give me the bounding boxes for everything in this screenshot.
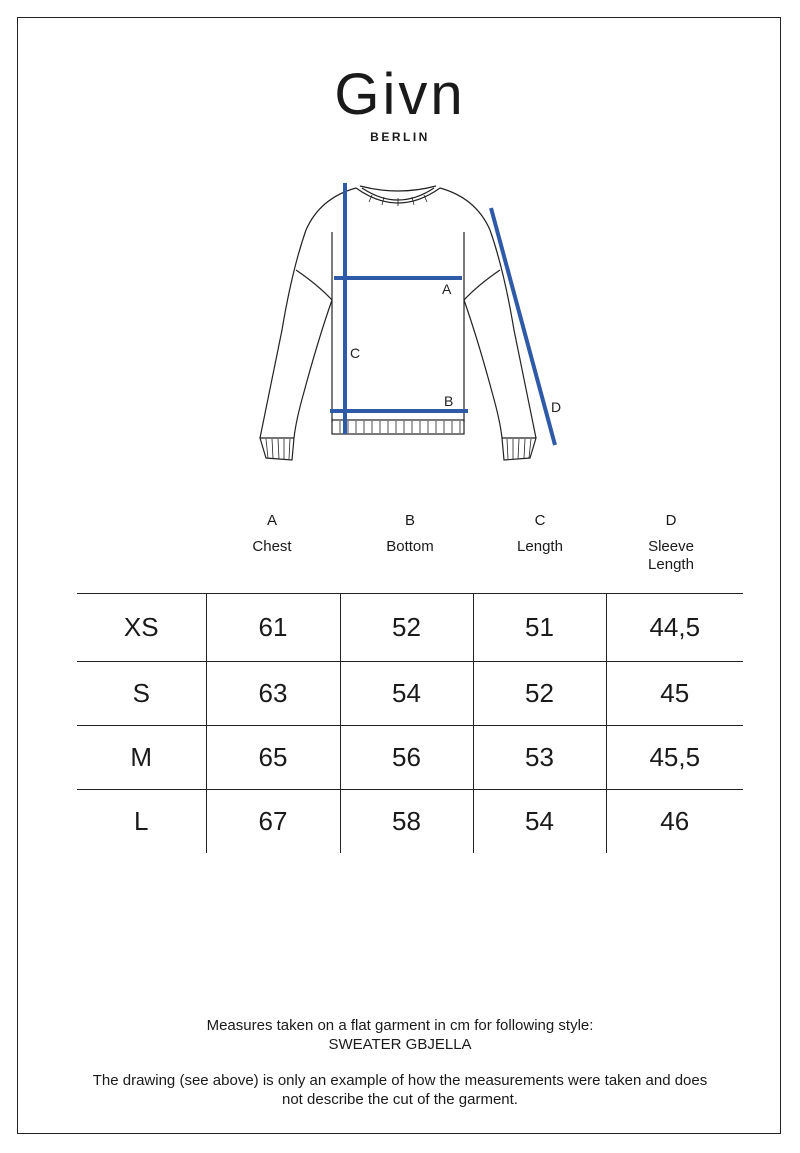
table-cell: 51 — [473, 594, 606, 662]
table-cell: 54 — [473, 790, 606, 854]
table-row — [77, 662, 743, 726]
measure-lines — [330, 183, 555, 445]
measure-note — [30, 1016, 770, 1054]
disclaimer-line: not describe the cut of the garment. — [282, 1091, 518, 1108]
style-name: SWEATER GBJELLA — [328, 1036, 472, 1053]
disclaimer-line: The drawing (see above) is only an example of how the measurements were taken and does — [92, 1072, 708, 1089]
table-cell: 58 — [340, 790, 473, 854]
table-cell: 46 — [606, 790, 743, 854]
sweater-diagram — [0, 0, 800, 480]
size-table — [77, 593, 743, 853]
size-label: M — [130, 742, 153, 772]
table-row — [77, 790, 743, 854]
table-cell: 54 — [340, 662, 473, 726]
column-name-bottom: Bottom — [386, 538, 434, 555]
table-cell: 53 — [473, 726, 606, 790]
table-row — [77, 726, 743, 790]
column-name-chest: Chest — [252, 538, 292, 555]
label-d: D — [551, 399, 562, 415]
label-a: A — [442, 281, 452, 297]
table-row — [77, 594, 743, 662]
size-label: S — [132, 678, 150, 708]
table-cell: 63 — [206, 662, 340, 726]
column-letter-a: A — [266, 512, 277, 529]
column-name-length: Length — [517, 538, 563, 555]
table-cell: 67 — [206, 790, 340, 854]
label-c: C — [350, 345, 361, 361]
disclaimer-note — [30, 1071, 770, 1109]
table-cell: 65 — [206, 726, 340, 790]
measure-line-d — [491, 208, 555, 445]
measure-note-line: Measures taken on a flat garment in cm for following style: — [206, 1017, 594, 1034]
size-label: XS — [123, 612, 159, 642]
table-cell: 52 — [340, 594, 473, 662]
table-cell: 61 — [206, 594, 340, 662]
brand-logo: Givn — [334, 62, 466, 127]
size-label: L — [134, 806, 149, 836]
column-name-sleeve-length: Sleeve Length — [648, 538, 694, 573]
brand-location: BERLIN — [370, 130, 430, 144]
table-cell: 45 — [606, 662, 743, 726]
table-cell: 52 — [473, 662, 606, 726]
column-letter-d: D — [665, 512, 677, 529]
label-b: B — [444, 393, 454, 409]
column-letter-b: B — [404, 512, 415, 529]
table-cell: 56 — [340, 726, 473, 790]
table-cell: 45,5 — [606, 726, 743, 790]
column-letter-c: C — [534, 512, 546, 529]
table-cell: 44,5 — [606, 594, 743, 662]
